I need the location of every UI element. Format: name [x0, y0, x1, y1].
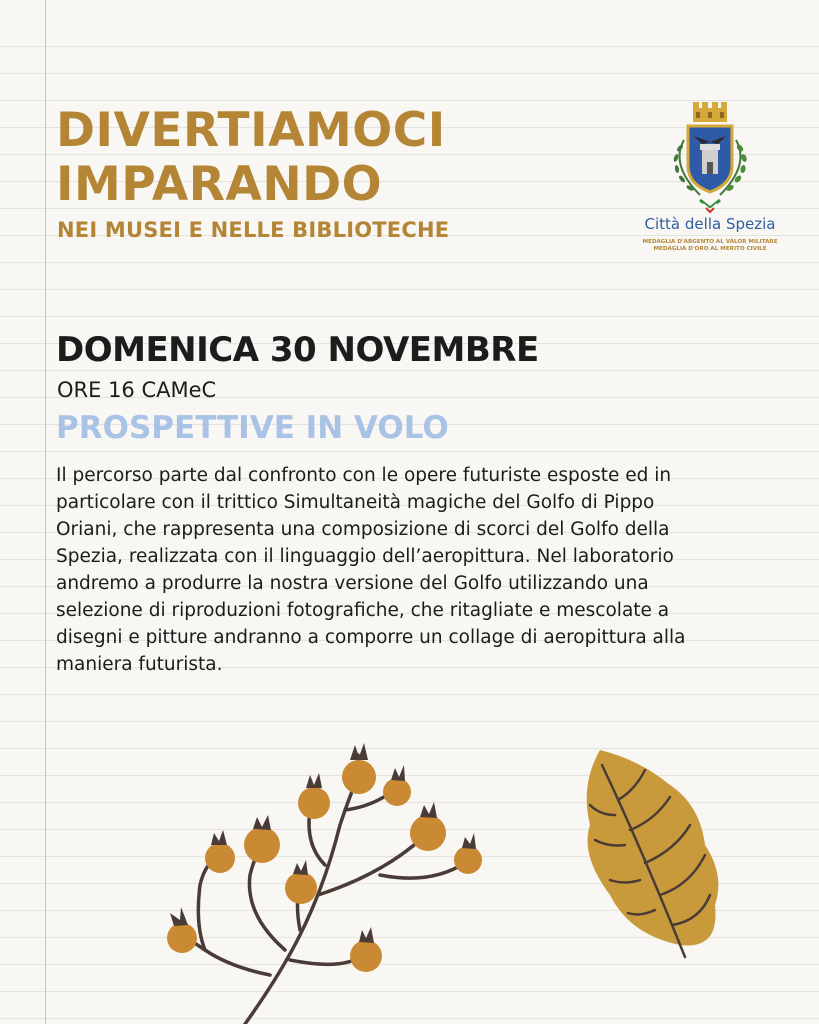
- page-subtitle: NEI MUSEI E NELLE BIBLIOTECHE: [57, 218, 450, 242]
- event-date: DOMENICA 30 NOVEMBRE: [56, 330, 539, 370]
- event-name: PROSPETTIVE IN VOLO: [56, 410, 449, 446]
- title-line-2: IMPARANDO: [56, 157, 383, 212]
- page-title: [56, 104, 446, 212]
- medal-line-2: MEDAGLIA D'ORO AL MERITO CIVILE: [653, 246, 767, 252]
- title-line-1: DIVERTIAMOCI: [56, 103, 446, 158]
- event-description: [56, 462, 776, 678]
- description-line: andremo a produrre la nostra versione del Golfo utilizzando una: [56, 573, 649, 594]
- description-line: disegni e pitture andranno a comporre un collage di aeropittura alla: [56, 627, 686, 648]
- description-line: particolare con il trittico Simultaneità magiche del Golfo di Pippo: [56, 492, 655, 513]
- description-line: Oriani, che rappresenta una composizione di scorci del Golfo della: [56, 519, 670, 540]
- description-line: maniera futurista.: [56, 654, 223, 675]
- medal-text: [630, 239, 790, 253]
- notebook-margin-line: [45, 0, 46, 1024]
- medal-line-1: MEDAGLIA D'ARGENTO AL VALOR MILITARE: [642, 239, 778, 245]
- leaf-icon: [570, 745, 730, 965]
- event-time-place: ORE 16 CAMeC: [57, 378, 217, 402]
- description-line: selezione di riproduzioni fotografiche, che ritagliate e mescolate a: [56, 600, 670, 621]
- berry-branch-icon: [150, 735, 510, 1024]
- description-line: Spezia, realizzata con il linguaggio dell’aeropittura. Nel laboratorio: [56, 546, 674, 567]
- description-line: Il percorso parte dal confronto con le opere futuriste esposte ed in: [56, 465, 672, 486]
- city-name: Città della Spezia: [644, 215, 776, 233]
- city-crest-icon: [660, 100, 760, 220]
